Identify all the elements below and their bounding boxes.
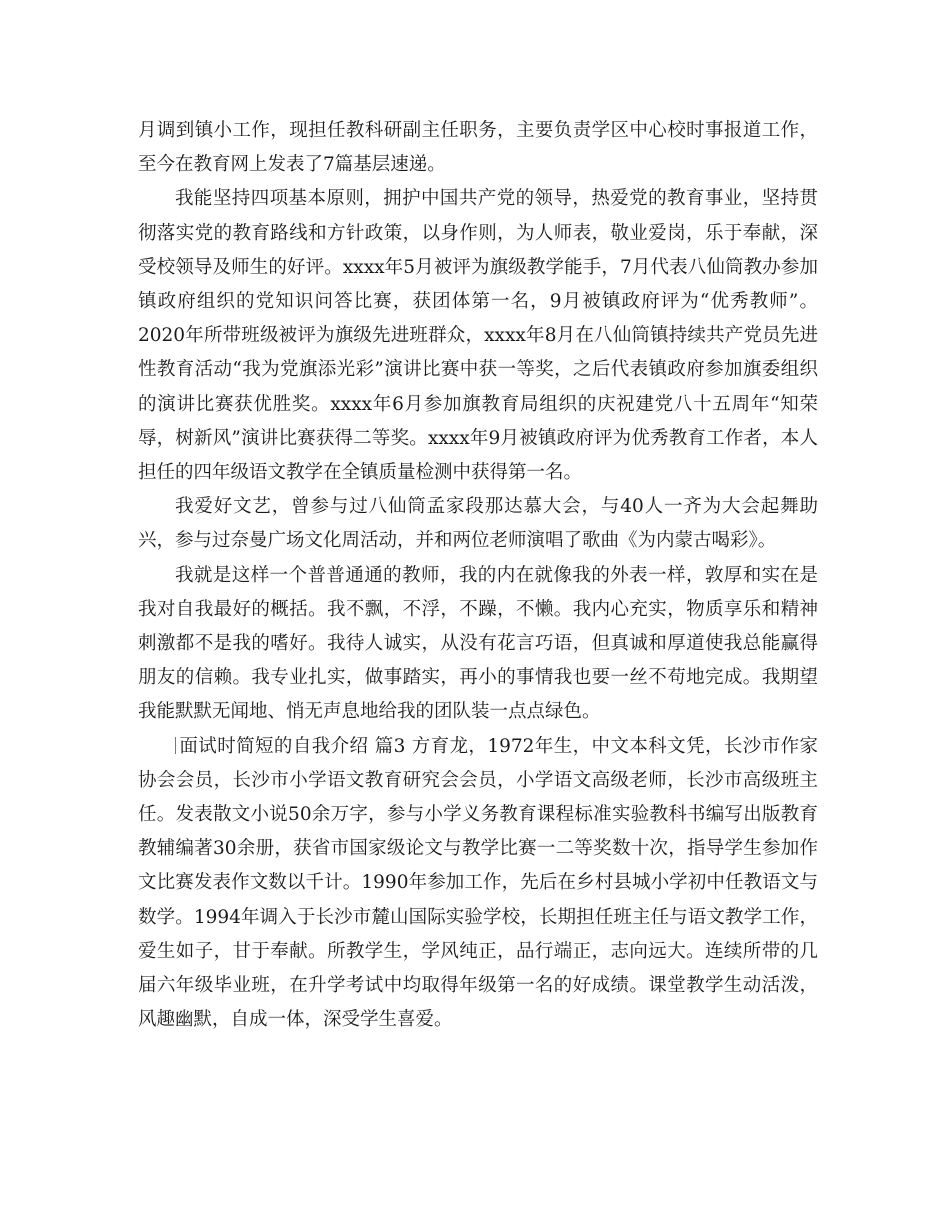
text-cursor-marker: [175, 737, 176, 754]
paragraph-hobbies: 我爱好文艺，曾参与过八仙筒孟家段那达慕大会，与40人一齐为大会起舞助兴，参与过奈曼广场文化周活动，并和两位老师演唱了歌曲《为内蒙古喝彩》。: [138, 496, 818, 552]
paragraph-section-3: [138, 730, 818, 1038]
section-3-heading: 面试时简短的自我介绍 篇3: [179, 735, 406, 757]
document-body: [138, 114, 818, 1037]
paragraph-character: 我就是这样一个普普通通的教师，我的内在就像我的外表一样，敦厚和实在是我对自我最好的概括。我不飘，不浮，不躁，不懒。我内心充实，物质享乐和精神刺激都不是我的嗜好。我待人诚实，从没有花言巧语，但真诚和厚道使我总能赢得朋友的信赖。我专业扎实，做事踏实，再小的事情我也要一丝不苟地完成。我期望我能默默无闻地、悄无声息地给我的团队装一点点绿色。: [138, 564, 818, 723]
paragraph-principles: 我能坚持四项基本原则，拥护中国共产党的领导，热爱党的教育事业，坚持贯彻落实党的教育路线和方针政策，以身作则，为人师表，敬业爱岗，乐于奉献，深受校领导及师生的好评。xxxx年5月被评为旗级教学能手，7月代表八仙筒教办参加镇政府组织的党知识问答比赛，获团体第一名，9月被镇政府评为“优秀教师”。2020年所带班级被评为旗级先进班群众，xxxx年8月在八仙筒镇持续共产党员先进性教育活动“我为党旗添光彩”演讲比赛中获一等奖，之后代表镇政府参加旗委组织的演讲比赛获优胜奖。xxxx年6月参加旗教育局组织的庆祝建党八十五周年“知荣辱，树新风”演讲比赛获得二等奖。xxxx年9月被镇政府评为优秀教育工作者，本人担任的四年级语文教学在全镇质量检测中获得第一名。: [138, 188, 818, 484]
paragraph-continued: 月调到镇小工作，现担任教科研副主任职务，主要负责学区中心校时事报道工作，至今在教育网上发表了7篇基层速递。: [138, 120, 818, 176]
section-3-body: 方育龙，1972年生，中文本科文凭，长沙市作家协会会员，长沙市小学语文教育研究会会员，小学语文高级老师，长沙市高级班主任。发表散文小说50余万字，参与小学义务教育课程标准实验教科书编写出版教育教辅编著30余册，获省市国家级论文与教学比赛一二等奖数十次，指导学生参加作文比赛发表作文数以千计。1990年参加工作，先后在乡村县城小学初中任教语文与数学。1994年调入于长沙市麓山国际实验学校，长期担任班主任与语文教学工作，爱生如子，甘于奉献。所教学生，学风纯正，品行端正，志向远大。连续所带的几届六年级毕业班，在升学考试中均取得年级第一名的好成绩。课堂教学生动活泼，风趣幽默，自成一体，深受学生喜爱。: [138, 735, 818, 1031]
